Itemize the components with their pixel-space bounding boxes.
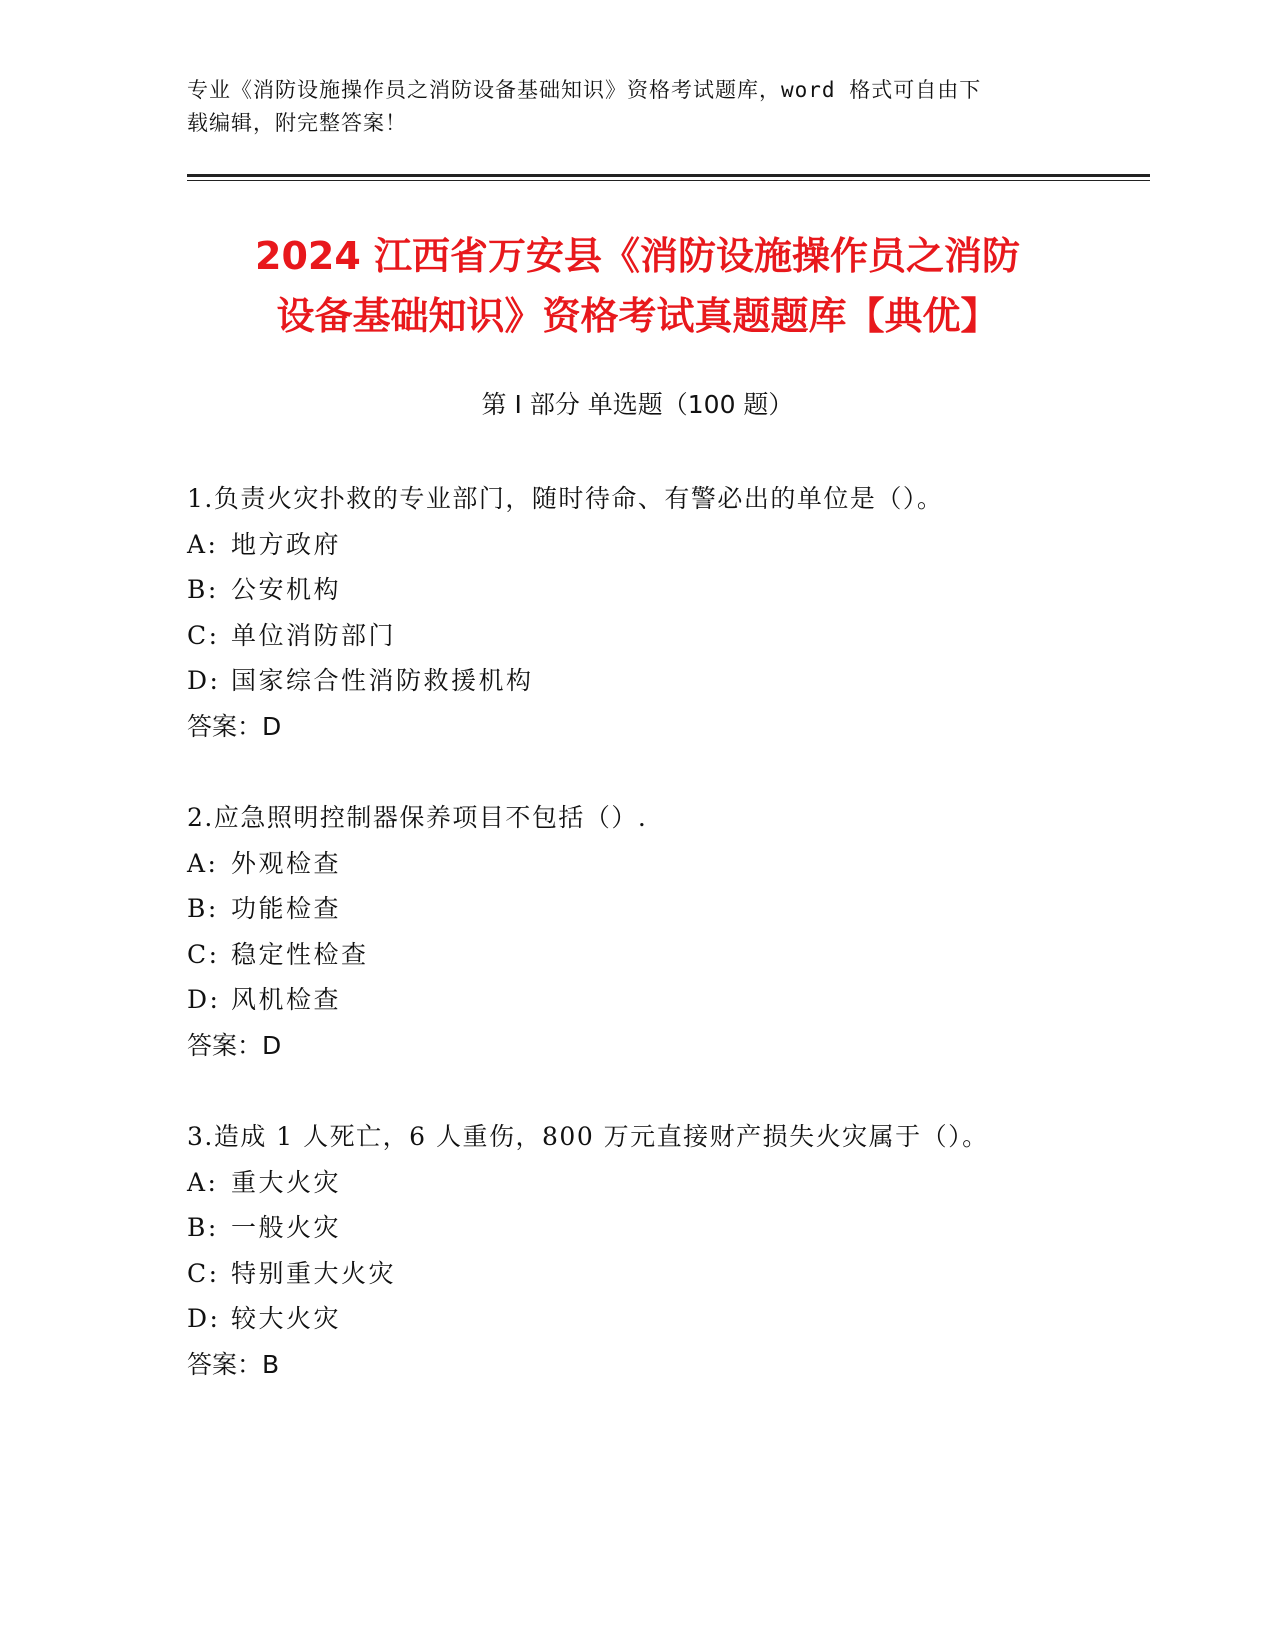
question-3 [187, 1114, 1127, 1387]
header-note-line-2: 载编辑，附完整答案！ [187, 111, 407, 135]
option-key: D: [187, 1304, 221, 1333]
option-text: 稳定性检查 [231, 939, 369, 969]
question-2 [187, 795, 1127, 1068]
option-d [187, 1296, 1127, 1342]
question-1 [187, 476, 1127, 749]
answer: 答案：D [187, 1030, 282, 1060]
option-key: A: [187, 529, 219, 559]
option-key: C: [187, 620, 220, 650]
option-a [187, 1160, 1127, 1206]
option-text: 公安机构 [231, 575, 342, 604]
option-key: B: [187, 1213, 219, 1242]
option-text: 外观检查 [231, 848, 342, 878]
document-title-line-2: 设备基础知识》资格考试真题题库【典优】 [276, 294, 999, 338]
header-divider-thick [187, 174, 1150, 177]
section-heading: 第 I 部分 单选题（100 题） [481, 390, 794, 419]
option-text: 较大火灾 [231, 1304, 342, 1333]
question-stem: 2.应急照明控制器保养项目不包括（）. [187, 803, 648, 832]
option-text: 地方政府 [231, 529, 342, 559]
header-note [187, 74, 1087, 140]
option-text: 国家综合性消防救援机构 [231, 666, 534, 695]
option-b [187, 1205, 1127, 1251]
option-key: D: [187, 985, 221, 1014]
option-key: C: [187, 1258, 220, 1288]
option-text: 风机检查 [231, 985, 342, 1014]
option-d [187, 658, 1127, 704]
option-b [187, 886, 1127, 932]
document-title [160, 226, 1115, 346]
option-text: 重大火灾 [231, 1167, 342, 1197]
option-text: 特别重大火灾 [231, 1258, 397, 1288]
option-key: A: [187, 848, 219, 878]
option-a [187, 841, 1127, 887]
option-key: A: [187, 1167, 219, 1197]
option-c [187, 613, 1127, 659]
question-list [187, 476, 1127, 1433]
question-stem: 3.造成 1 人死亡，6 人重伤，800 万元直接财产损失火灾属于（）。 [187, 1122, 989, 1151]
option-text: 单位消防部门 [231, 620, 397, 650]
option-c [187, 932, 1127, 978]
option-d [187, 977, 1127, 1023]
option-c [187, 1251, 1127, 1297]
header-divider-thin [187, 180, 1150, 181]
question-stem: 1.负责火灾扑救的专业部门，随时待命、有警必出的单位是（）。 [187, 484, 944, 513]
option-b [187, 567, 1127, 613]
option-key: C: [187, 939, 220, 969]
option-text: 一般火灾 [231, 1213, 342, 1242]
option-a [187, 522, 1127, 568]
option-key: D: [187, 666, 221, 695]
answer: 答案：B [187, 1349, 280, 1379]
document-title-line-1: 2024 江西省万安县《消防设施操作员之消防 [255, 234, 1020, 278]
answer: 答案：D [187, 711, 282, 741]
option-text: 功能检查 [231, 894, 342, 923]
option-key: B: [187, 894, 219, 923]
option-key: B: [187, 575, 219, 604]
header-note-line-1: 专业《消防设施操作员之消防设备基础知识》资格考试题库，word 格式可自由下 [187, 78, 982, 102]
